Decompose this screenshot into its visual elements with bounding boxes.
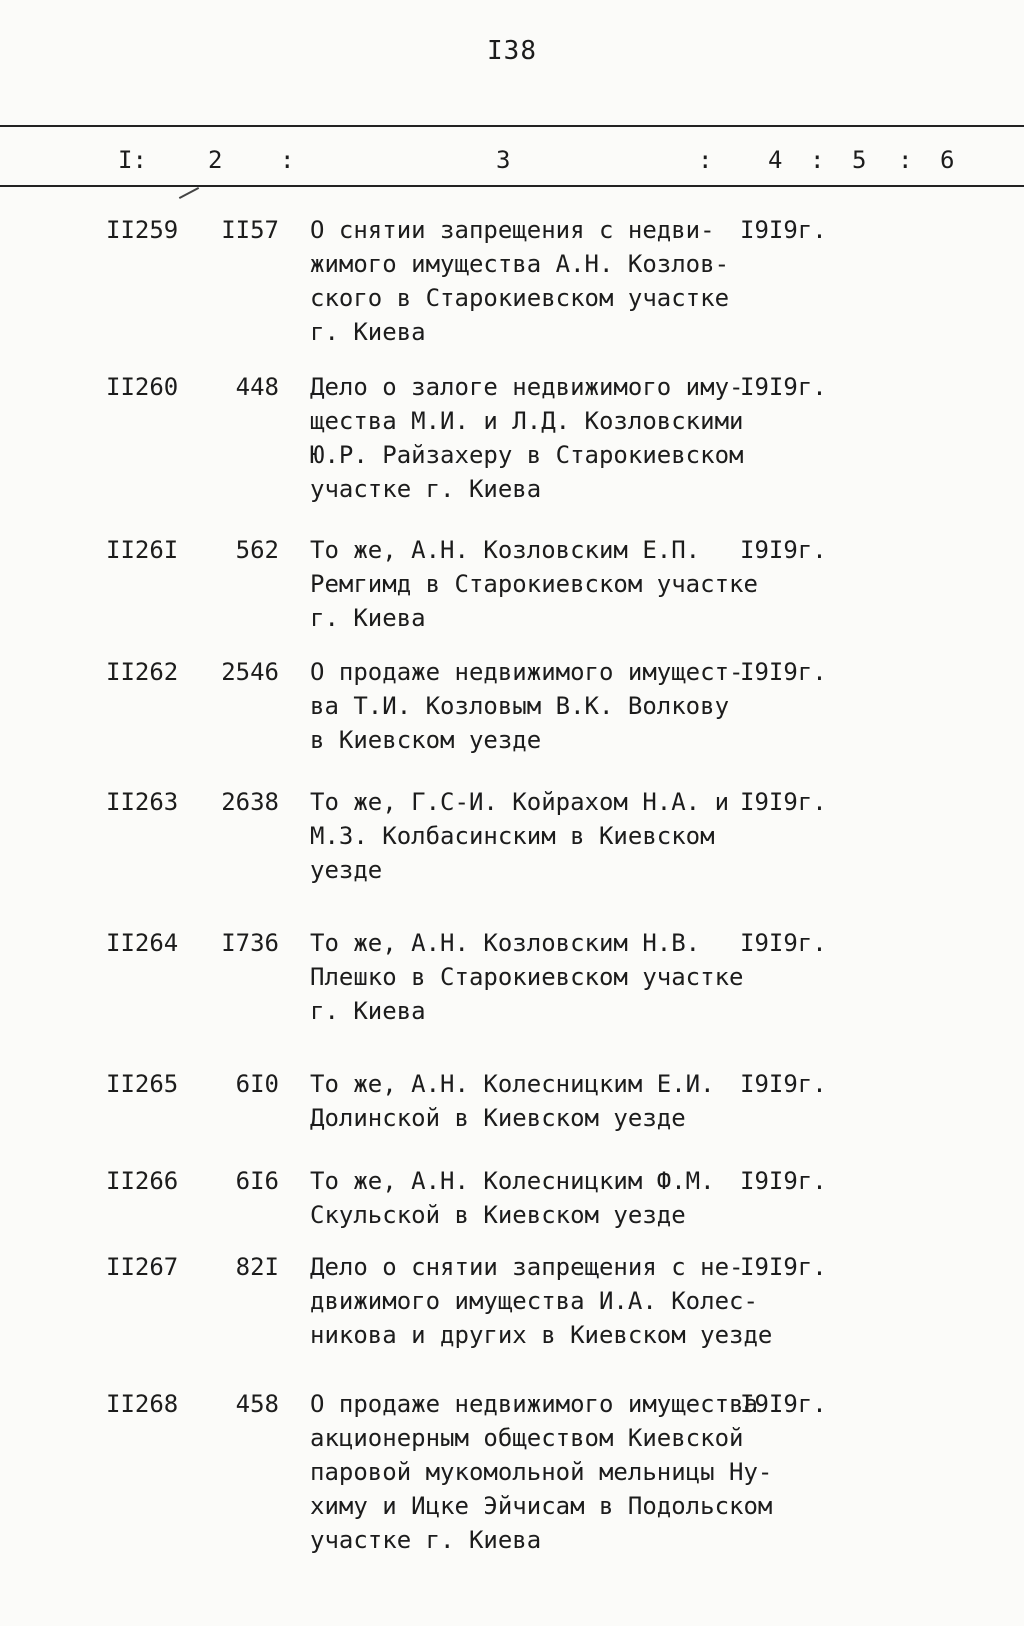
row-number: II267 [106, 1253, 179, 1281]
description-line: Ю.Р. Райзахеру в Старокиевском [310, 441, 744, 469]
description-line: никова и других в Киевском уезде [310, 1321, 773, 1349]
row-year: I9I9г. [740, 788, 827, 816]
description-line: О продаже недвижимого имущест- [310, 658, 744, 686]
description-line: То же, А.Н. Колесницким Ф.М. [310, 1167, 715, 1195]
row-description [310, 1164, 770, 1232]
description-line: щества М.И. и Л.Д. Козловскими [310, 407, 744, 435]
page-number: I38 [487, 36, 537, 66]
row-description [310, 533, 770, 635]
row-year: I9I9г. [740, 373, 827, 401]
description-line: Дело о снятии запрещения с не- [310, 1253, 744, 1281]
column-header-4: 4 [768, 146, 783, 174]
row-year: I9I9г. [740, 1253, 827, 1281]
row-reference: 458 [235, 1390, 279, 1418]
column-header-2: 2 [208, 146, 223, 174]
row-description [310, 1387, 773, 1557]
row-reference: 2638 [221, 788, 279, 816]
row-number: II260 [106, 373, 179, 401]
row-description [310, 1067, 770, 1135]
description-line: ва Т.И. Козловым В.К. Волкову [310, 692, 730, 720]
row-reference: 6I6 [235, 1167, 279, 1195]
row-year: I9I9г. [740, 929, 827, 957]
row-number: II264 [106, 929, 179, 957]
description-line: участке г. Киева [310, 475, 542, 503]
description-line: О продаже недвижимого имущества [310, 1390, 758, 1418]
row-description [310, 370, 770, 506]
row-description [310, 655, 770, 757]
description-line: Плешко в Старокиевском участке [310, 963, 744, 991]
row-description [310, 785, 770, 887]
description-line: г. Киева [310, 604, 426, 632]
description-line: в Киевском уезде [310, 726, 542, 754]
description-line: М.З. Колбасинским в Киевском [310, 822, 715, 850]
description-line: Скульской в Киевском уезде [310, 1201, 686, 1229]
row-reference: 2546 [221, 658, 279, 686]
description-line: Дело о залоге недвижимого иму- [310, 373, 744, 401]
header-top-rule [0, 125, 1024, 127]
row-number: II262 [106, 658, 179, 686]
description-line: жимого имущества А.Н. Козлов- [310, 250, 730, 278]
column-header-6: 6 [940, 146, 955, 174]
description-line: г. Киева [310, 997, 426, 1025]
row-year: I9I9г. [740, 1390, 827, 1418]
column-header-3: 3 [496, 146, 511, 174]
column-separator: : [698, 146, 713, 174]
description-line: г. Киева [310, 318, 426, 346]
description-line: То же, А.Н. Козловским Е.П. [310, 536, 701, 564]
row-reference: 562 [235, 536, 279, 564]
header-bottom-rule [0, 185, 1024, 187]
description-line: Ремгимд в Старокиевском участке [310, 570, 758, 598]
row-description [310, 213, 770, 349]
row-reference: I736 [221, 929, 279, 957]
row-year: I9I9г. [740, 1070, 827, 1098]
description-line: О снятии запрещения с недви- [310, 216, 715, 244]
column-separator: : [280, 146, 295, 174]
row-year: I9I9г. [740, 536, 827, 564]
description-line: уезде [310, 856, 383, 884]
pen-check-mark [179, 187, 199, 199]
column-header-1: I: [118, 146, 147, 174]
description-line: химу и Ицке Эйчисам в Подольском [310, 1492, 773, 1520]
description-line: Долинской в Киевском уезде [310, 1104, 686, 1132]
row-number: II26I [106, 536, 179, 564]
row-year: I9I9г. [740, 216, 827, 244]
row-reference: 6I0 [235, 1070, 279, 1098]
description-line: движимого имущества И.А. Колес- [310, 1287, 758, 1315]
description-line: То же, А.Н. Козловским Н.В. [310, 929, 701, 957]
row-number: II266 [106, 1167, 179, 1195]
description-line: То же, Г.С-И. Койрахом Н.А. и [310, 788, 730, 816]
row-number: II268 [106, 1390, 179, 1418]
row-number: II259 [106, 216, 179, 244]
row-number: II263 [106, 788, 179, 816]
row-year: I9I9г. [740, 1167, 827, 1195]
column-separator: : [810, 146, 825, 174]
row-description [310, 1250, 773, 1352]
row-description [310, 926, 770, 1028]
description-line: паровой мукомольной мельницы Ну- [310, 1458, 773, 1486]
row-number: II265 [106, 1070, 179, 1098]
row-year: I9I9г. [740, 658, 827, 686]
description-line: ского в Старокиевском участке [310, 284, 730, 312]
description-line: участке г. Киева [310, 1526, 542, 1554]
row-reference: 448 [235, 373, 279, 401]
row-reference: II57 [221, 216, 279, 244]
row-reference: 82I [235, 1253, 279, 1281]
column-header-5: 5 [852, 146, 867, 174]
description-line: То же, А.Н. Колесницким Е.И. [310, 1070, 715, 1098]
column-separator: : [898, 146, 913, 174]
description-line: акционерным обществом Киевской [310, 1424, 744, 1452]
